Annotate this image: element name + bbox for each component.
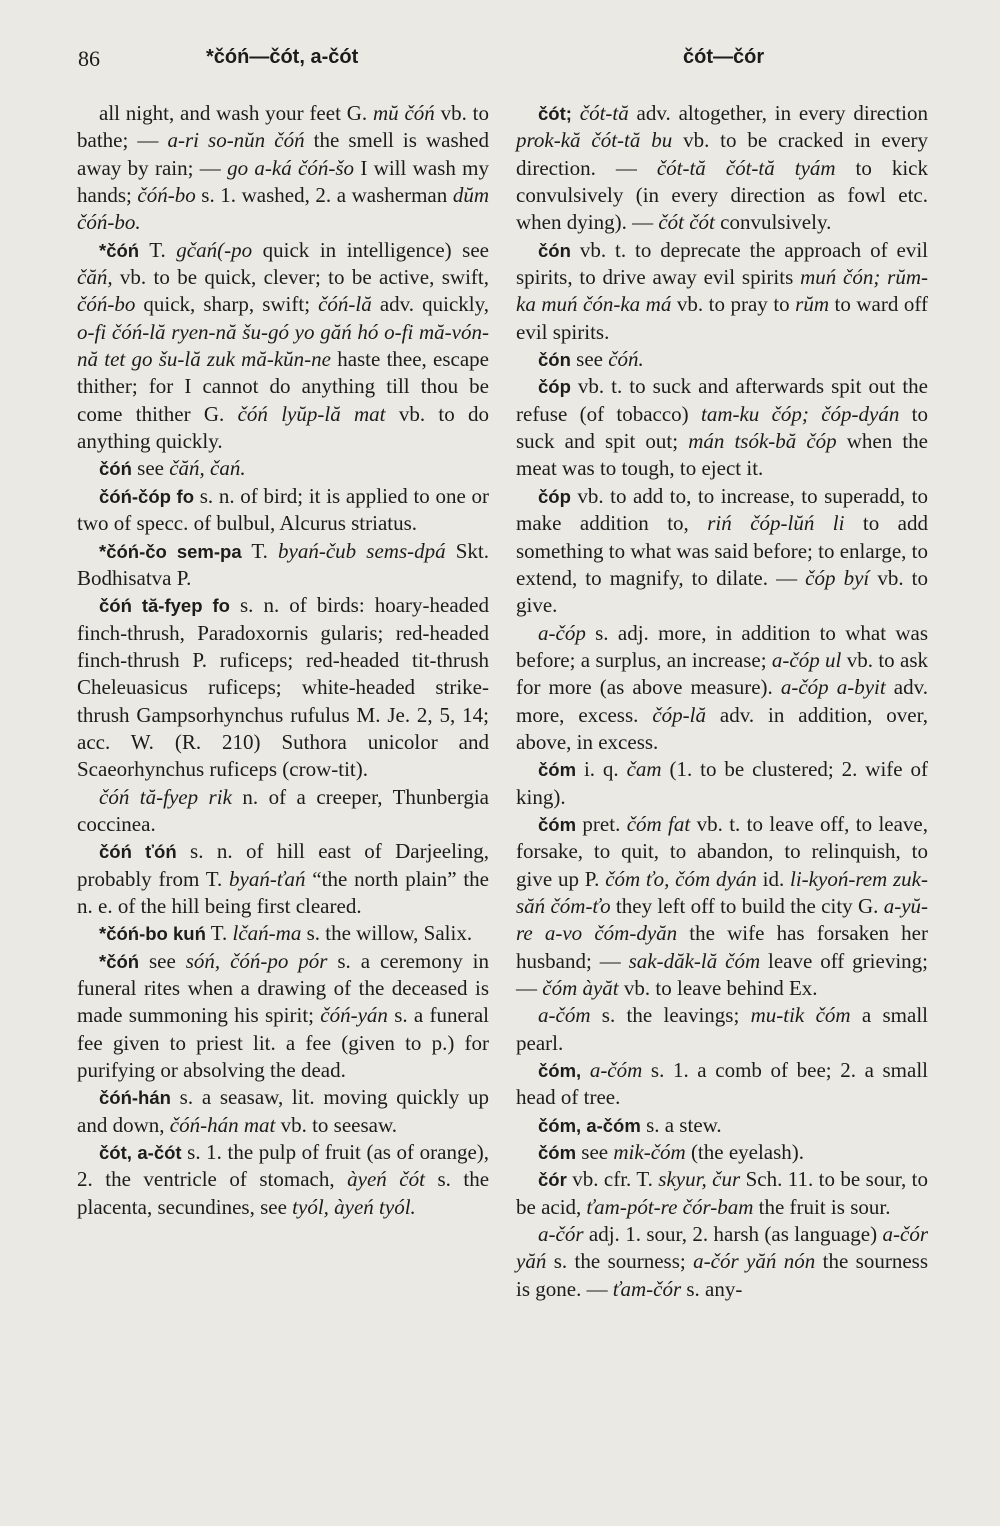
definition-text: s. adj. more, in addition to what was before; a surplus, an increase; <box>516 620 928 672</box>
lepcha-term: dŭm čóń-bo. <box>77 183 489 235</box>
running-head-right: čót—čór <box>683 46 765 68</box>
lepcha-term: čóm àyăt <box>542 976 619 1000</box>
dictionary-entry <box>77 784 489 839</box>
definition-text: s. the sourness; <box>546 1249 694 1274</box>
lepcha-term: čóń. <box>608 347 644 372</box>
definition-text: vb. to be cracked in every direction. — <box>516 128 928 180</box>
headword: čóń ťóń <box>99 841 177 863</box>
definition-text: vb. to ask for more (as above measure). <box>516 647 928 700</box>
definition-text: s. the placenta, secundines, see <box>77 1167 490 1219</box>
headword: čóm, <box>538 1060 582 1082</box>
dictionary-entry <box>77 538 489 593</box>
definition-text: s. 1. a comb of bee; 2. a small head of tree. <box>516 1058 929 1110</box>
definition-text: vb. cfr. T. <box>566 1167 659 1192</box>
definition-text <box>572 101 580 125</box>
lepcha-term: čót čót <box>658 210 715 235</box>
lepcha-term: ťam-pót-re čór-bam <box>586 1194 754 1219</box>
lepcha-term: rŭm <box>795 292 830 317</box>
headword: čón <box>538 239 571 261</box>
dictionary-entry <box>516 1112 928 1139</box>
dictionary-entry <box>77 1084 489 1139</box>
right-column <box>516 100 928 1303</box>
dictionary-entry <box>516 483 928 620</box>
definition-text: a small pearl. <box>516 1003 928 1055</box>
lepcha-term: čóp-lă <box>652 702 706 727</box>
definition-text: s. 1. the pulp of fruit (as of orange), 2. the ventricle of stomach, <box>77 1140 490 1192</box>
lepcha-term: a-čóp a-byit <box>780 675 886 700</box>
definition-text: to kick convulsively (in every direction as fowl etc. when dying). — <box>516 155 928 235</box>
lepcha-term: àyeń čót <box>347 1167 425 1192</box>
dictionary-entry <box>77 237 489 456</box>
definition-text <box>809 402 821 426</box>
definition-text: s. the willow, Salix. <box>301 921 473 946</box>
dictionary-entry <box>516 620 928 757</box>
definition-text: Sch. 11. to be sour, to be acid, <box>516 1167 928 1219</box>
lepcha-term: mu-tik čóm <box>750 1003 851 1028</box>
lepcha-term: čóń-bo <box>77 292 136 317</box>
dictionary-entry <box>516 346 928 373</box>
lepcha-term: čóń-bo <box>137 183 196 208</box>
definition-text: the sourness is gone. — <box>516 1249 928 1301</box>
definition-text: vb. to pray to <box>671 292 796 317</box>
lepcha-term: byań-ťań <box>229 866 306 891</box>
headword: čóń tă-fyep fo <box>99 595 230 617</box>
definition-text: s. n. of bird; it is applied to one or two of specc. of bulbul, Alcurus striatus. <box>77 483 489 536</box>
dictionary-entry <box>77 838 489 920</box>
lepcha-term: muń čón; rŭm-ka muń čón-ka má <box>516 265 929 317</box>
dictionary-entry <box>516 1002 928 1057</box>
headword: čóm <box>538 1142 577 1164</box>
lepcha-term: čót-tă čót-tă tyám <box>656 155 836 180</box>
page-number: 86 <box>78 46 100 71</box>
definition-text: when the meat was to tough, to eject it. <box>516 429 928 481</box>
headword: čóń <box>99 458 132 480</box>
dictionary-entry <box>516 1057 928 1112</box>
definition-text: vb. to do anything quickly. <box>77 401 489 454</box>
lepcha-term: čóp-dyán <box>821 401 900 426</box>
definition-text: s. n. of birds: hoary-headed finch-thrush, Paradoxornis gularis; red-headed finch-thrush P. ruficeps; red-headed tit-thrush Cheleuasicus ruficeps; white-headed strike-thrush Gampsorhynchus rufulus M. Je. 2, 5, 14; acc. W. (R. 210) Suthora unicolor and Scaeorhynchus ruficeps (crow-tit). <box>77 593 489 782</box>
lepcha-term: byań-čub sems-dpá <box>278 538 446 563</box>
definition-text: adv. altogether, in every direction <box>628 101 929 125</box>
dictionary-entry <box>516 811 928 1002</box>
lepcha-term: a-čór <box>538 1222 584 1247</box>
headword: čóń-hán <box>99 1087 171 1109</box>
definition-text: all night, and wash your feet G. <box>99 101 373 125</box>
headword: čóm <box>538 759 577 781</box>
definition-text: to suck and spit out; <box>516 401 929 454</box>
definition-text: the fruit is sour. <box>753 1194 891 1219</box>
lepcha-term: čăń, čań. <box>169 456 246 481</box>
definition-text: s. a ceremony in funeral rites when a drawing of the deceased is made summoning his spirit; <box>77 948 489 1028</box>
lepcha-term: tyól, àyeń tyól. <box>292 1194 416 1219</box>
lepcha-term: li-kyoń-rem zuk-săń čóm-ťo <box>516 866 928 918</box>
lepcha-term: čăń, <box>77 265 113 290</box>
lepcha-term: čóp byí <box>805 565 870 590</box>
definition-text: vb. to give. <box>516 565 928 618</box>
lepcha-term: go a-ká čóń-šo <box>227 155 355 180</box>
left-column <box>77 100 489 1221</box>
headword: čóp <box>538 485 571 507</box>
headword: čót; <box>538 103 572 124</box>
lepcha-term: skyur, čur <box>658 1167 741 1192</box>
definition-text: adj. 1. sour, 2. harsh (as language) <box>583 1222 883 1247</box>
headword: *čóń <box>99 950 140 972</box>
definition-text: see <box>139 948 186 973</box>
headword: *čóń-čo sem-pa <box>99 540 242 562</box>
definition-text: T. <box>139 237 177 262</box>
headword: čón <box>538 349 571 371</box>
dictionary-entry <box>77 1139 489 1221</box>
lepcha-term: mik-čóm <box>613 1140 686 1165</box>
lepcha-term: prok-kă čót-tă bu <box>516 128 673 153</box>
definition-text <box>581 1058 590 1082</box>
definition-text: s. a seasaw, lit. moving quickly up and down, <box>77 1085 489 1137</box>
definition-text: vb. to be quick, clever; to be active, swift, <box>112 265 489 290</box>
definition-text: (1. to be clustered; 2. wife of king). <box>516 757 928 809</box>
definition-text: leave off grieving; — <box>516 948 929 1000</box>
definition-text: adv. quickly, <box>371 292 489 317</box>
definition-text: vb. to add to, to increase, to superadd, to make addition to, <box>516 483 928 536</box>
definition-text: pret. <box>576 811 627 836</box>
definition-text: see <box>131 456 170 481</box>
definition-text: vb. t. to leave off, to leave, forsake, to quit, to abandon, to relinquish, to give up P. <box>516 811 928 891</box>
lepcha-term: a-čór yăń nón <box>693 1249 816 1274</box>
lepcha-term: tam-ku čóp; <box>700 401 809 426</box>
dictionary-entry <box>516 237 928 346</box>
lepcha-term: o-fi čóń-lă ryen-nă šu-gó yo găń hó o-fi mă-vón-nă tet go šu-lă zuk mă-kŭn-ne <box>77 319 489 372</box>
dictionary-entry <box>516 756 928 811</box>
lepcha-term: čóń-yán <box>320 1003 388 1028</box>
definition-text: s. any- <box>681 1276 743 1301</box>
dictionary-entry <box>77 483 489 538</box>
definition-text: vb. t. to suck and afterwards spit out the refuse (of tobacco) <box>516 374 928 426</box>
definition-text: i. q. <box>576 757 627 782</box>
headword: čór <box>538 1169 567 1191</box>
definition-text: n. of a creeper, Thunbergia coccinea. <box>77 784 490 836</box>
definition-text: (the eyelash). <box>685 1140 805 1165</box>
lepcha-term: sak-dăk-lă čóm <box>628 948 761 973</box>
definition-text: haste thee, escape thither; for I cannot do anything till thou be come thither G. <box>77 347 489 426</box>
definition-text: vb. t. to deprecate the approach of evil spirits, to drive away evil spirits <box>516 237 928 290</box>
lepcha-term: čam <box>626 757 662 782</box>
lepcha-term: ťam-čór <box>612 1276 682 1301</box>
definition-text: vb. to leave behind Ex. <box>618 976 818 1000</box>
lepcha-term: a-čóm <box>589 1058 643 1083</box>
definition-text: adv. in addition, over, above, in excess. <box>516 702 928 754</box>
definition-text: T. <box>241 538 279 563</box>
definition-text: s. n. of hill east of Darjeeling, probably from T. <box>77 839 490 891</box>
definition-text: adv. more, excess. <box>516 675 928 727</box>
lepcha-term: mŭ čóń <box>372 101 435 125</box>
definition-text: quick, sharp, swift; <box>135 292 319 317</box>
definition-text: convulsively. <box>714 210 832 235</box>
definition-text: vb. to seesaw. <box>275 1112 398 1137</box>
definition-text: the smell is washed away by rain; — <box>77 128 489 180</box>
definition-text: they left off to build the city G. <box>610 893 884 918</box>
dictionary-entry <box>77 920 489 947</box>
definition-text: T. <box>205 921 233 946</box>
lepcha-term: a-čóm <box>538 1003 591 1028</box>
headword: *čóń <box>99 239 140 261</box>
definition-text: see <box>576 1140 614 1165</box>
headword: čót, a-čót <box>99 1142 182 1164</box>
lepcha-term: a-yŭ-re a-vo čóm-dyăn <box>516 893 929 946</box>
definition-text: “the north plain” the n. e. of the hill being first cleared. <box>77 866 490 918</box>
dictionary-entry <box>516 1221 928 1303</box>
definition-text: to add something to what was said before; to enlarge, to extend, to magnify, to dilate. — <box>516 511 929 590</box>
lepcha-term: lčań-ma <box>232 921 302 946</box>
dictionary-entry <box>516 100 928 237</box>
lepcha-term: čót-tă <box>579 101 629 125</box>
lepcha-term: čóm fat <box>626 811 691 836</box>
lepcha-term: a-čóp ul <box>771 647 842 672</box>
headword: čóm <box>538 813 577 835</box>
lepcha-term: a-čór yăń <box>516 1222 928 1274</box>
lepcha-term: a-ri so-nŭn čóń <box>167 128 305 153</box>
dictionary-entry <box>516 373 928 482</box>
lepcha-term: čóń tă-fyep rik <box>99 784 232 809</box>
definition-text: vb. to bathe; — <box>77 101 489 153</box>
lepcha-term: mán tsók-bă čóp <box>688 429 837 454</box>
definition-text: Skt. Bodhisatva P. <box>77 538 490 590</box>
headword: čóm, a-čóm <box>538 1114 641 1136</box>
dictionary-entry <box>516 1139 928 1166</box>
dictionary-entry <box>77 100 489 237</box>
definition-text: id. <box>756 866 791 891</box>
lepcha-term: čóń-hán mat <box>169 1112 276 1137</box>
headword: čóń-čóp fo <box>99 485 194 507</box>
dictionary-entry <box>77 455 489 482</box>
lepcha-term: gčań(-po <box>176 237 253 262</box>
headword: čóp <box>538 376 571 398</box>
headword: *čóń-bo kuń <box>99 923 206 945</box>
definition-text: quick in intelligence) see <box>252 237 489 262</box>
lepcha-term: čóm ťo, čóm dyán <box>605 866 757 891</box>
definition-text: s. 1. washed, 2. a washerman <box>195 183 453 208</box>
definition-text: s. a funeral fee given to priest lit. a fee (given to p.) for purifying or absolving the dead. <box>77 1003 489 1083</box>
definition-text: to ward off evil spirits. <box>516 292 928 344</box>
definition-text: I will wash my hands; <box>77 155 489 208</box>
dictionary-entry <box>77 592 489 783</box>
lepcha-term: čóń-lă <box>318 292 372 317</box>
lepcha-term: sóń, čóń-po pór <box>185 948 328 973</box>
definition-text: the wife has forsaken her husband; — <box>516 921 928 973</box>
dictionary-entry <box>516 1166 928 1221</box>
lepcha-term: a-čóp <box>538 620 586 645</box>
definition-text: s. a stew. <box>640 1112 722 1137</box>
lepcha-term: čóń lyŭp-lă mat <box>237 401 386 426</box>
definition-text: see <box>570 347 609 372</box>
lepcha-term: riń čóp-lŭń li <box>707 511 845 536</box>
running-head-left: *čóń—čót, a-čót <box>206 46 359 68</box>
dictionary-entry <box>77 948 489 1085</box>
definition-text: s. the leavings; <box>590 1003 751 1028</box>
